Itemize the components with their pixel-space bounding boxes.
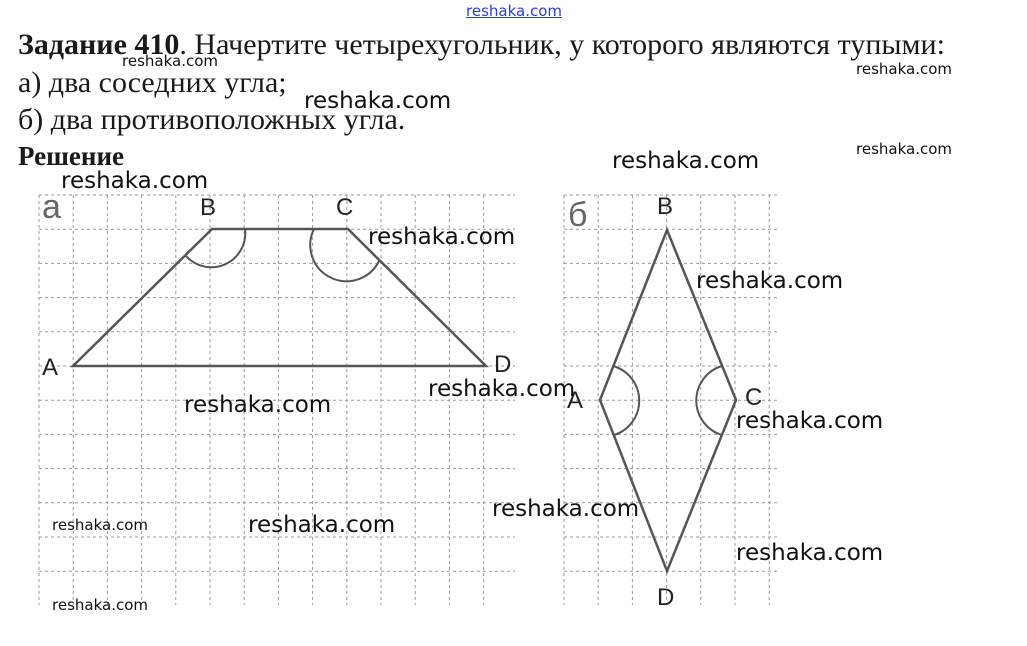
task-item-b: б) два противоположных угла. bbox=[18, 103, 406, 136]
watermark: reshaka.com bbox=[52, 596, 148, 614]
watermark: reshaka.com bbox=[856, 60, 952, 78]
watermark: reshaka.com bbox=[61, 168, 209, 194]
vertex-d-label: D bbox=[494, 351, 512, 378]
watermark: reshaka.com bbox=[428, 376, 576, 402]
watermark: reshaka.com bbox=[612, 148, 760, 174]
watermark: reshaka.com bbox=[184, 392, 332, 418]
vertex-b-label: B bbox=[657, 193, 674, 220]
watermark: reshaka.com bbox=[304, 88, 452, 114]
watermark: reshaka.com bbox=[368, 224, 516, 250]
solution-label: Решение bbox=[18, 141, 124, 171]
vertex-b-label: B bbox=[200, 194, 217, 221]
vertex-d-label: D bbox=[657, 584, 675, 611]
watermark: reshaka.com bbox=[122, 52, 218, 70]
vertex-c-label: C bbox=[336, 194, 354, 221]
task-item-a: а) два соседних угла; bbox=[18, 66, 287, 99]
site-link[interactable]: reshaka.com bbox=[466, 2, 562, 20]
angle-arc-b bbox=[186, 229, 245, 267]
watermark: reshaka.com bbox=[248, 512, 396, 538]
task-text: . Начертите четырехугольник, у которого являются тупыми: bbox=[179, 28, 945, 61]
figure-b-label: б bbox=[568, 196, 588, 234]
watermark: reshaka.com bbox=[492, 496, 640, 522]
figure-a-label: а bbox=[42, 188, 61, 226]
watermark: reshaka.com bbox=[736, 408, 884, 434]
vertex-a-label: A bbox=[567, 387, 584, 414]
vertex-c-label: C bbox=[745, 384, 763, 411]
watermark: reshaka.com bbox=[856, 140, 952, 158]
task-title: Задание 410 bbox=[18, 28, 180, 61]
vertex-a-label: A bbox=[42, 354, 59, 381]
watermark: reshaka.com bbox=[52, 516, 148, 534]
watermark: reshaka.com bbox=[696, 268, 844, 294]
watermark: reshaka.com bbox=[736, 540, 884, 566]
